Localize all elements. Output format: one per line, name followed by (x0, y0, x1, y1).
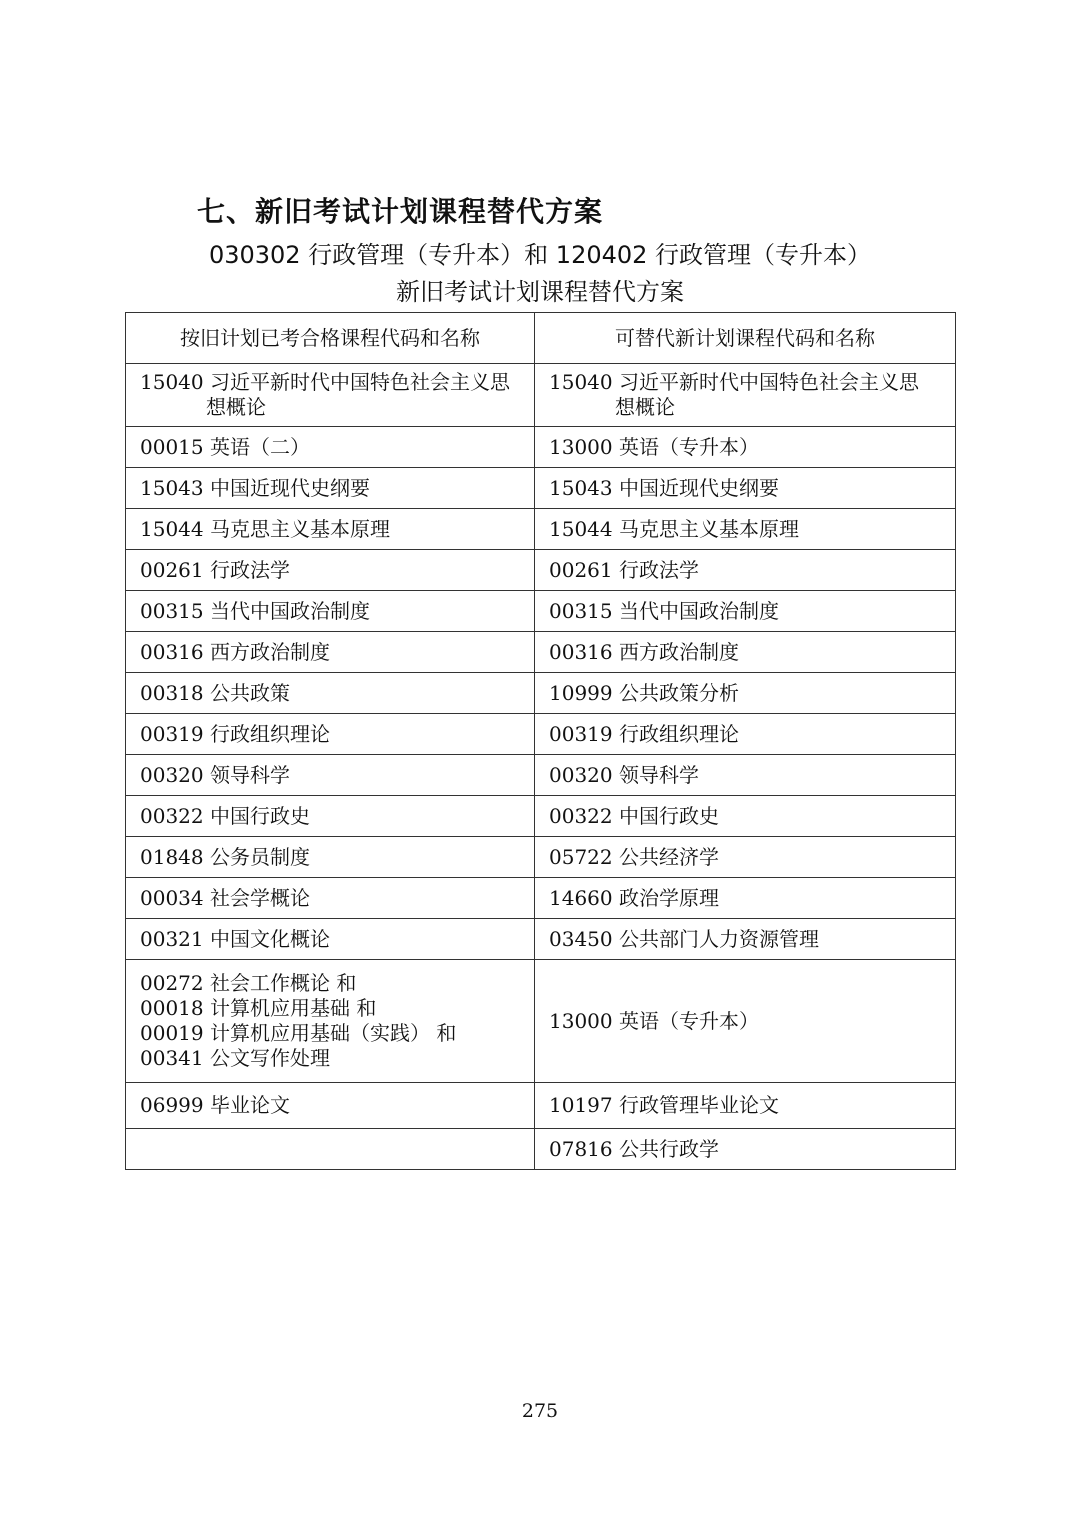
new-course-cell (535, 364, 956, 427)
old-course-cell: 00015 英语（二） (126, 427, 535, 468)
old-course-cell: 00316 西方政治制度 (126, 632, 535, 673)
new-course-cell: 13000 英语（专升本） (535, 427, 956, 468)
table-header-row (126, 313, 956, 364)
new-course-cell: 00320 领导科学 (535, 755, 956, 796)
old-course-cell: 00322 中国行政史 (126, 796, 535, 837)
old-course-cell: 01848 公务员制度 (126, 837, 535, 878)
table-row (126, 468, 956, 509)
section-heading: 七、新旧考试计划课程替代方案 (197, 195, 604, 228)
table-row (126, 550, 956, 591)
table-row (126, 755, 956, 796)
table-row (126, 1129, 956, 1170)
table-title-line2: 新旧考试计划课程替代方案 (396, 278, 684, 306)
old-course-cell: 06999 毕业论文 (126, 1083, 535, 1129)
table-row (126, 714, 956, 755)
old-course-line: 15040 习近平新时代中国特色社会主义思 (140, 370, 510, 394)
new-course-cell: 05722 公共经济学 (535, 837, 956, 878)
old-course-line: 00019 计算机应用基础（实践） 和 (140, 1021, 457, 1045)
old-course-cell (126, 1129, 535, 1170)
table-row (126, 1083, 956, 1129)
new-course-cell: 00316 西方政治制度 (535, 632, 956, 673)
table-row (126, 364, 956, 427)
table-row (126, 509, 956, 550)
table-row (126, 837, 956, 878)
table-row (126, 796, 956, 837)
old-course-cell (126, 364, 535, 427)
table-row (126, 591, 956, 632)
old-course-line: 00018 计算机应用基础 和 (140, 996, 377, 1020)
new-course-line: 15040 习近平新时代中国特色社会主义思 (549, 370, 919, 394)
table-row (126, 960, 956, 1083)
old-course-cell: 00318 公共政策 (126, 673, 535, 714)
new-course-cell: 07816 公共行政学 (535, 1129, 956, 1170)
new-course-cell: 00319 行政组织理论 (535, 714, 956, 755)
new-course-cell: 00315 当代中国政治制度 (535, 591, 956, 632)
old-course-cell: 00319 行政组织理论 (126, 714, 535, 755)
header-new-course: 可替代新计划课程代码和名称 (535, 313, 956, 364)
old-course-cell: 00320 领导科学 (126, 755, 535, 796)
old-course-cell: 15043 中国近现代史纲要 (126, 468, 535, 509)
old-course-cell: 00034 社会学概论 (126, 878, 535, 919)
table-row (126, 878, 956, 919)
new-course-cell: 10999 公共政策分析 (535, 673, 956, 714)
new-course-cell: 15043 中国近现代史纲要 (535, 468, 956, 509)
old-course-cell: 15044 马克思主义基本原理 (126, 509, 535, 550)
new-course-cell: 03450 公共部门人力资源管理 (535, 919, 956, 960)
table-row (126, 427, 956, 468)
table-row (126, 919, 956, 960)
table-row (126, 632, 956, 673)
new-course-cell: 10197 行政管理毕业论文 (535, 1083, 956, 1129)
header-old-course: 按旧计划已考合格课程代码和名称 (126, 313, 535, 364)
new-course-cell: 15044 马克思主义基本原理 (535, 509, 956, 550)
old-course-cell: 00315 当代中国政治制度 (126, 591, 535, 632)
old-course-line: 00272 社会工作概论 和 (140, 971, 357, 995)
course-substitution-table (125, 312, 956, 1170)
old-course-cell (126, 960, 535, 1083)
new-course-line: 想概论 (615, 395, 675, 419)
page-number: 275 (521, 1400, 559, 1422)
new-course-cell: 00261 行政法学 (535, 550, 956, 591)
new-course-cell: 14660 政治学原理 (535, 878, 956, 919)
table-title-line1: 030302 行政管理（专升本）和 120402 行政管理（专升本） (208, 241, 872, 269)
table-row (126, 673, 956, 714)
old-course-cell: 00261 行政法学 (126, 550, 535, 591)
old-course-cell: 00321 中国文化概论 (126, 919, 535, 960)
old-course-line: 想概论 (206, 395, 266, 419)
old-course-line: 00341 公文写作处理 (140, 1046, 330, 1070)
new-course-cell: 00322 中国行政史 (535, 796, 956, 837)
new-course-cell: 13000 英语（专升本） (535, 960, 956, 1083)
